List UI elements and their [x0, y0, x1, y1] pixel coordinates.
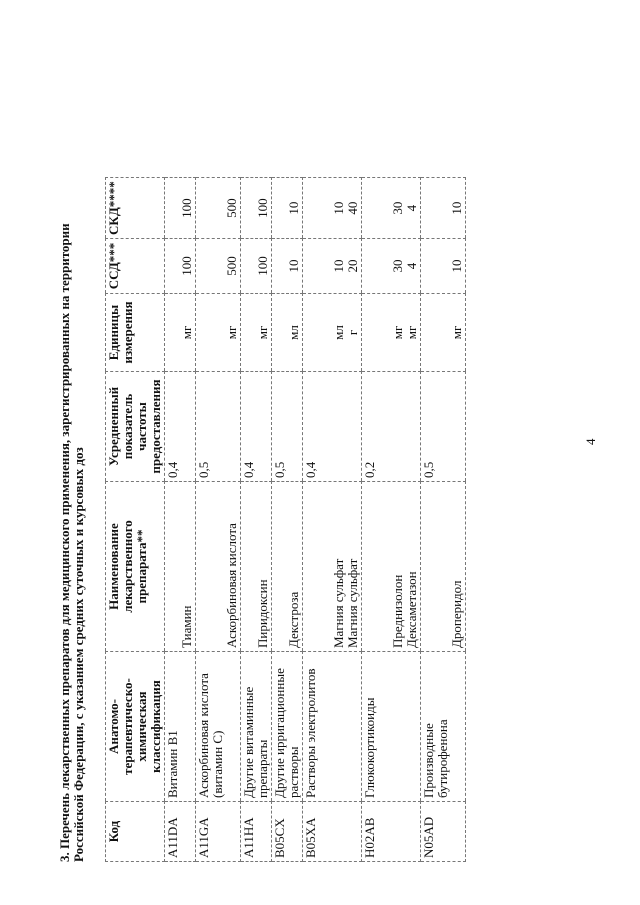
- cell-unit: [303, 294, 362, 372]
- cell-code: A11HA: [241, 802, 272, 862]
- cell-skd-line: 10: [449, 201, 464, 215]
- cell-unit-line: [197, 297, 211, 368]
- cell-name-line: [242, 485, 256, 648]
- cell-ssd: [303, 239, 362, 294]
- cell-name-line: Магния сульфат: [331, 558, 346, 648]
- cell-frequency: 0,4: [241, 372, 272, 482]
- cell-ssd-line: [422, 242, 436, 290]
- cell-name: [165, 482, 196, 652]
- cell-ssd-line: [211, 242, 225, 290]
- cell-ssd: [196, 239, 241, 294]
- cell-frequency: 0,5: [421, 372, 466, 482]
- cell-unit-line: [304, 297, 318, 368]
- cell-ssd-line: 100: [179, 256, 194, 276]
- cell-unit-line: мг: [179, 325, 194, 340]
- cell-ssd-line: [273, 242, 287, 290]
- cell-frequency: 0,5: [196, 372, 241, 482]
- cell-code: A11DA: [165, 802, 196, 862]
- cell-name-line: Магния сульфат: [345, 558, 360, 648]
- rotated-content: [58, 62, 578, 862]
- cell-ssd-line: 30: [390, 259, 405, 273]
- cell-skd-line: 10: [331, 201, 346, 215]
- cell-skd-line: 30: [390, 201, 405, 215]
- cell-name-line: Тиамин: [179, 605, 194, 648]
- table-row: [165, 178, 196, 862]
- cell-name-line: [377, 485, 391, 648]
- cell-skd-line: 10: [286, 201, 301, 215]
- cell-atc: Производные бутирофенона: [421, 652, 466, 802]
- cell-unit: [165, 294, 196, 372]
- cell-skd-line: [211, 181, 225, 235]
- cell-skd-line: 4: [404, 204, 419, 212]
- cell-name: [272, 482, 303, 652]
- cell-ssd: [362, 239, 421, 294]
- cell-ssd: [272, 239, 303, 294]
- cell-ssd: [421, 239, 466, 294]
- cell-name-line: Аскорбиновая кислота: [224, 523, 239, 648]
- cell-ssd-line: [363, 242, 377, 290]
- header-skd: СКД****: [106, 178, 165, 239]
- cell-code: B05XA: [303, 802, 362, 862]
- header-code: Код: [106, 802, 165, 862]
- cell-unit: [196, 294, 241, 372]
- cell-atc: Глюкокортикоиды: [362, 652, 421, 802]
- cell-skd-line: [304, 181, 318, 235]
- cell-unit-line: мл: [286, 325, 301, 340]
- cell-unit-line: [436, 297, 450, 368]
- cell-code: H02AB: [362, 802, 421, 862]
- cell-unit-line: [422, 297, 436, 368]
- cell-atc: Растворы электролитов: [303, 652, 362, 802]
- cell-skd-line: [377, 181, 391, 235]
- cell-unit: [272, 294, 303, 372]
- cell-code: B05CX: [272, 802, 303, 862]
- cell-name-line: [436, 485, 450, 648]
- cell-unit: [421, 294, 466, 372]
- cell-unit-line: мг: [224, 325, 239, 340]
- cell-atc: Витамин B1: [165, 652, 196, 802]
- table-header-row: [106, 178, 165, 862]
- cell-ssd-line: [304, 242, 318, 290]
- cell-ssd-line: [318, 242, 332, 290]
- cell-unit-line: мг: [404, 325, 419, 340]
- cell-skd: [303, 178, 362, 239]
- heading-line-2: Российской Федерации, с указанием средних суточных и курсовых доз: [71, 447, 86, 862]
- cell-skd-line: 100: [255, 198, 270, 218]
- table-row: [362, 178, 421, 862]
- cell-atc: Аскорбиновая кислота (витамин C): [196, 652, 241, 802]
- cell-ssd-line: 10: [286, 259, 301, 273]
- cell-ssd-line: 4: [404, 262, 419, 270]
- header-unit: Единицы измерения: [106, 294, 165, 372]
- cell-unit-line: мг: [390, 325, 405, 340]
- cell-skd-line: 100: [179, 198, 194, 218]
- cell-name: [241, 482, 272, 652]
- cell-ssd-line: [377, 242, 391, 290]
- cell-name-line: Декстроза: [286, 591, 301, 648]
- cell-skd: [241, 178, 272, 239]
- cell-skd: [165, 178, 196, 239]
- cell-unit-line: [318, 297, 332, 368]
- cell-name-line: Пиридоксин: [255, 579, 270, 648]
- cell-skd: [196, 178, 241, 239]
- cell-ssd-line: 10: [331, 259, 346, 273]
- cell-ssd-line: 20: [345, 259, 360, 273]
- cell-unit: [362, 294, 421, 372]
- cell-name: [362, 482, 421, 652]
- page-number: 4: [583, 438, 598, 445]
- cell-name-line: [363, 485, 377, 648]
- cell-name-line: [273, 485, 287, 648]
- cell-name-line: Дроперидол: [449, 580, 464, 648]
- cell-ssd: [241, 239, 272, 294]
- cell-frequency: 0,4: [165, 372, 196, 482]
- cell-unit-line: [166, 297, 180, 368]
- cell-skd-line: [166, 181, 180, 235]
- cell-atc: Другие витаминные препараты: [241, 652, 272, 802]
- header-frequency: Усредненный показатель частоты предоставления: [106, 372, 165, 482]
- cell-ssd-line: [166, 242, 180, 290]
- cell-ssd-line: 100: [255, 256, 270, 276]
- cell-unit-line: мг: [255, 325, 270, 340]
- table-row: [196, 178, 241, 862]
- cell-skd-line: 40: [345, 201, 360, 215]
- cell-frequency: 0,5: [272, 372, 303, 482]
- cell-atc: Другие ирригационные растворы: [272, 652, 303, 802]
- cell-skd-line: [273, 181, 287, 235]
- cell-name: [303, 482, 362, 652]
- cell-name-line: Преднизолон: [390, 574, 405, 648]
- cell-name: [421, 482, 466, 652]
- cell-skd: [421, 178, 466, 239]
- cell-ssd: [165, 239, 196, 294]
- cell-ssd-line: [436, 242, 450, 290]
- header-ssd: ССД***: [106, 239, 165, 294]
- cell-unit-line: [273, 297, 287, 368]
- heading-line-1: 3. Перечень лекарственных препаратов для медицинского применения, зарегистрированных на территории: [57, 223, 72, 862]
- cell-frequency: 0,2: [362, 372, 421, 482]
- table-row: [241, 178, 272, 862]
- cell-ssd-line: [197, 242, 211, 290]
- cell-unit-line: мл: [331, 325, 346, 340]
- cell-unit: [241, 294, 272, 372]
- cell-code: A11GA: [196, 802, 241, 862]
- cell-name-line: [166, 485, 180, 648]
- cell-name-line: [422, 485, 436, 648]
- cell-unit-line: мг: [449, 325, 464, 340]
- cell-skd-line: [422, 181, 436, 235]
- cell-unit-line: [242, 297, 256, 368]
- header-name: Наименование лекарственного препарата**: [106, 482, 165, 652]
- header-atc: Анатомо-терапевтическо-химическая классификация: [106, 652, 165, 802]
- cell-name: [196, 482, 241, 652]
- cell-ssd-line: 10: [449, 259, 464, 273]
- drug-table: [105, 177, 466, 862]
- table-row: [303, 178, 362, 862]
- cell-ssd-line: [242, 242, 256, 290]
- cell-skd-line: [242, 181, 256, 235]
- cell-name-line: [318, 485, 332, 648]
- cell-skd-line: [363, 181, 377, 235]
- cell-skd: [362, 178, 421, 239]
- cell-unit-line: [211, 297, 225, 368]
- cell-skd-line: [436, 181, 450, 235]
- cell-skd-line: [197, 181, 211, 235]
- cell-name-line: [211, 485, 225, 648]
- table-row: [272, 178, 303, 862]
- table-row: [421, 178, 466, 862]
- cell-name-line: [304, 485, 318, 648]
- cell-unit-line: г: [345, 329, 360, 336]
- cell-name-line: Дексаметазон: [404, 571, 419, 648]
- cell-code: N05AD: [421, 802, 466, 862]
- cell-unit-line: [377, 297, 391, 368]
- cell-name-line: [197, 485, 211, 648]
- section-heading: [58, 62, 86, 862]
- cell-skd-line: [318, 181, 332, 235]
- cell-frequency: 0,4: [303, 372, 362, 482]
- cell-ssd-line: 500: [224, 256, 239, 276]
- cell-skd: [272, 178, 303, 239]
- cell-unit-line: [363, 297, 377, 368]
- cell-skd-line: 500: [224, 198, 239, 218]
